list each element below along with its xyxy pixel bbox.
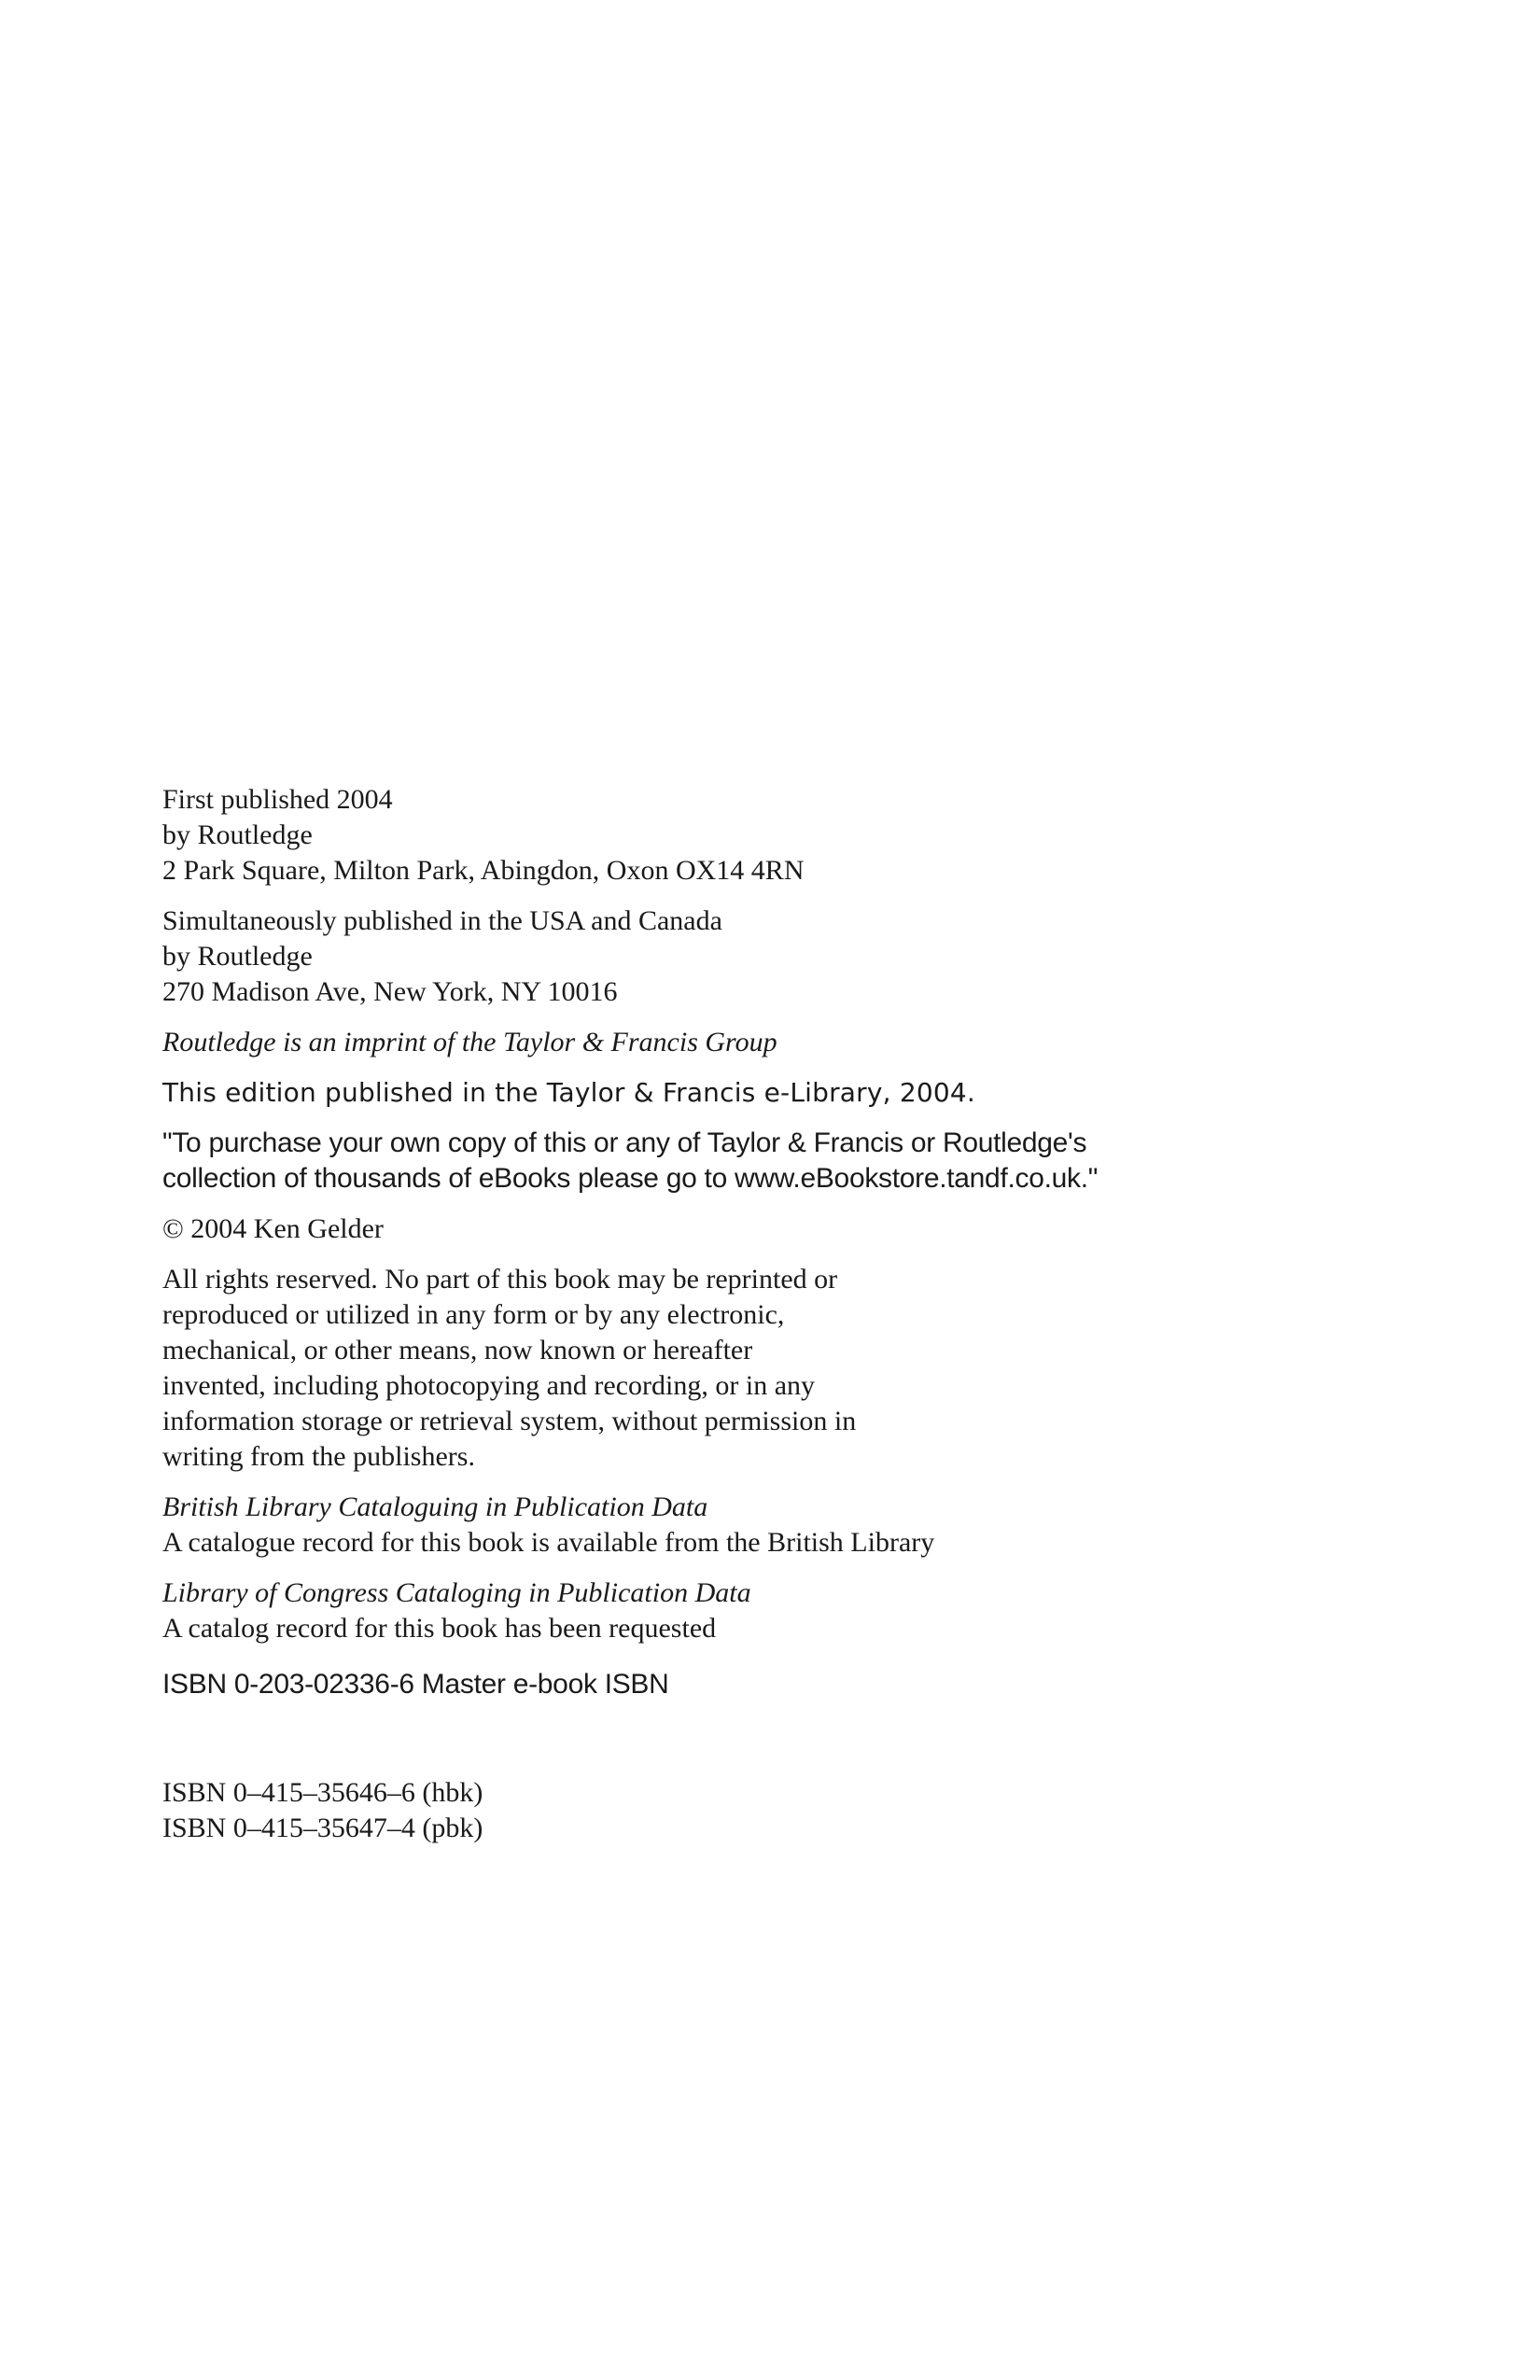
first-publication-block bbox=[162, 782, 1376, 889]
copyright-text-block bbox=[162, 782, 1376, 1846]
purchase-note-line-2: collection of thousands of eBooks please go to www.eBookstore.tandf.co.uk." bbox=[162, 1163, 1099, 1194]
publisher-line: by Routledge bbox=[162, 819, 313, 850]
british-library-text: A catalogue record for this book is available from the British Library bbox=[162, 1527, 935, 1558]
library-of-congress-text: A catalog record for this book has been requested bbox=[162, 1613, 717, 1644]
isbn-hardback: ISBN 0–415–35646–6 (hbk) bbox=[162, 1777, 483, 1808]
us-publication-block bbox=[162, 903, 1376, 1010]
master-ebook-isbn: ISBN 0-203-02336-6 Master e-book ISBN bbox=[162, 1669, 669, 1700]
first-published-line: First published 2004 bbox=[162, 784, 393, 815]
library-of-congress-block bbox=[162, 1575, 1376, 1646]
purchase-note-line-1: "To purchase your own copy of this or any of Taylor & Francis or Routledge's bbox=[162, 1127, 1087, 1158]
rights-line-3: mechanical, or other means, now known or hereafter bbox=[162, 1335, 753, 1365]
simultaneous-publication-line: Simultaneously published in the USA and Canada bbox=[162, 905, 722, 936]
rights-line-6: writing from the publishers. bbox=[162, 1441, 475, 1472]
us-address-line: 270 Madison Ave, New York, NY 10016 bbox=[162, 976, 618, 1007]
rights-line-5: information storage or retrieval system, without permission in bbox=[162, 1406, 857, 1436]
isbn-block bbox=[162, 1775, 1376, 1846]
rights-line-1: All rights reserved. No part of this book may be reprinted or bbox=[162, 1264, 838, 1295]
british-library-heading: British Library Cataloguing in Publication Data bbox=[162, 1491, 708, 1522]
uk-address-line: 2 Park Square, Milton Park, Abingdon, Oxon OX14 4RN bbox=[162, 855, 805, 886]
copyright-notice: © 2004 Ken Gelder bbox=[162, 1213, 384, 1244]
british-library-block bbox=[162, 1490, 1376, 1561]
rights-reserved-block bbox=[162, 1262, 1376, 1475]
imprint-note: Routledge is an imprint of the Taylor & Francis Group bbox=[162, 1027, 777, 1057]
us-publisher-line: by Routledge bbox=[162, 941, 313, 972]
isbn-paperback: ISBN 0–415–35647–4 (pbk) bbox=[162, 1813, 483, 1843]
rights-line-4: invented, including photocopying and recording, or in any bbox=[162, 1370, 816, 1401]
rights-line-2: reproduced or utilized in any form or by any electronic, bbox=[162, 1299, 785, 1330]
library-of-congress-heading: Library of Congress Cataloging in Publication Data bbox=[162, 1577, 751, 1608]
purchase-note-block bbox=[162, 1126, 1376, 1197]
ebook-edition-line: This edition published in the Taylor & Francis e-Library, 2004. bbox=[162, 1077, 975, 1108]
